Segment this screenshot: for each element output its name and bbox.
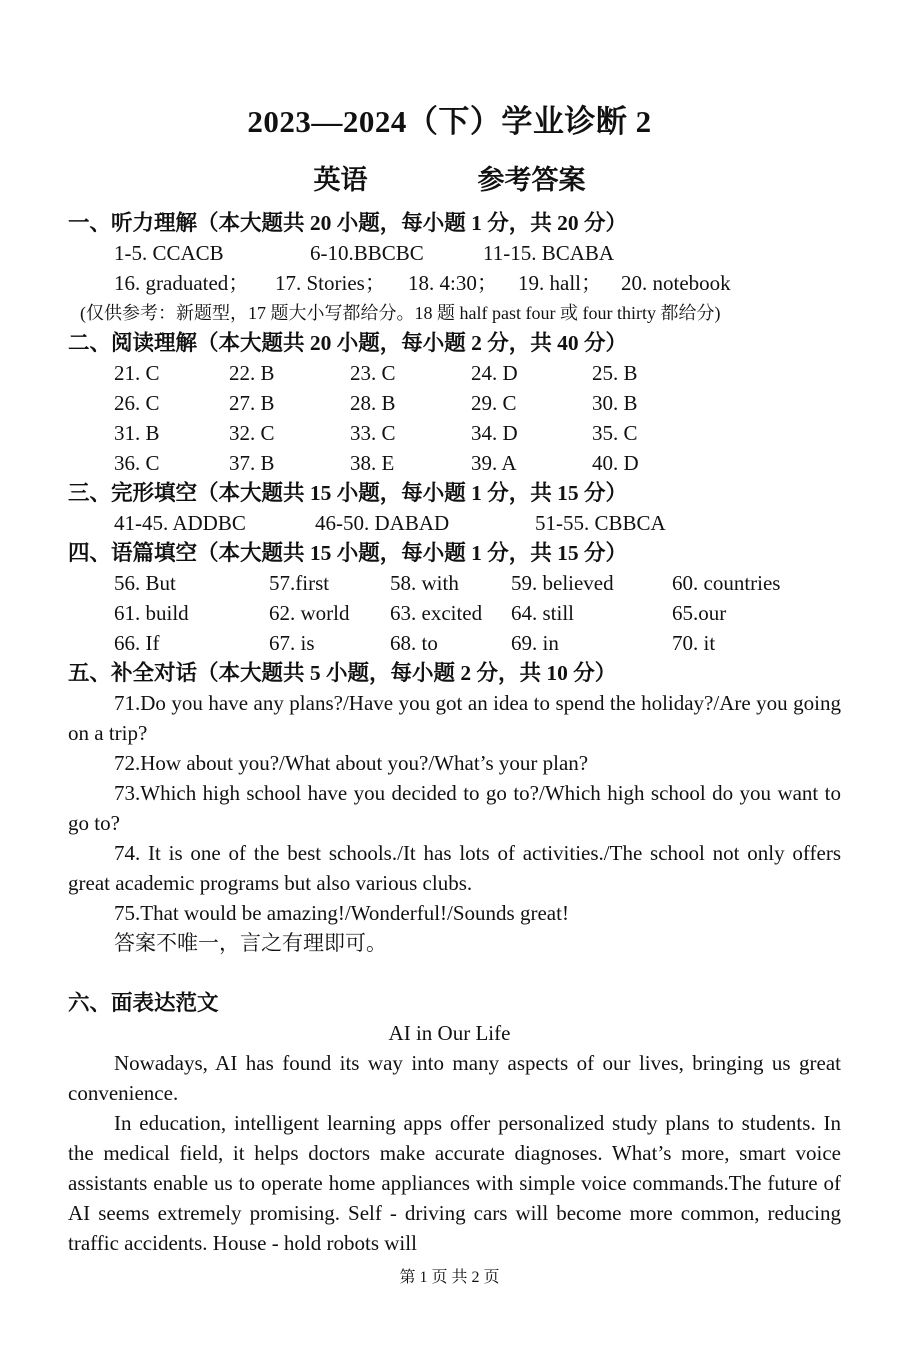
answer-cell: 1-5. CCACB <box>114 241 224 265</box>
answer-cell: 68. to <box>390 631 438 655</box>
answer-cell: 36. C <box>114 451 160 475</box>
answer-cell: 30. B <box>592 391 638 415</box>
answer-cell: 41-45. ADDBC <box>114 511 246 535</box>
section-6-heading: 六、面表达范文 <box>68 991 219 1015</box>
answer-cell: 38. E <box>350 451 395 475</box>
answer-cell: 24. D <box>471 361 518 385</box>
essay-title: AI in Our Life <box>388 1021 511 1045</box>
answer-cell: 69. in <box>511 631 559 655</box>
answer-cell: 51-55. CBBCA <box>535 511 666 535</box>
answer-cell: 35. C <box>592 421 638 445</box>
answer-cell: 22. B <box>229 361 275 385</box>
answer-73: 73.Which high school have you decided to go to?/Which high school do you want to go to? <box>68 781 841 835</box>
answer-cell: 16. graduated； <box>114 271 250 295</box>
answer-cell: 19. hall； <box>518 271 602 295</box>
answer-cell: 20. notebook <box>621 271 731 295</box>
answer-75: 75.That would be amazing!/Wonderful!/Sounds great! <box>114 901 569 925</box>
answer-cell: 6-10.BBCBC <box>310 241 424 265</box>
answer-cell: 37. B <box>229 451 275 475</box>
answer-cell: 70. it <box>672 631 716 655</box>
answer-cell: 63. excited <box>390 601 483 625</box>
answer-cell: 59. believed <box>511 571 614 595</box>
answer-74: 74. It is one of the best schools./It has lots of activities./The school not only offers great academic programs but also various clubs. <box>68 841 841 895</box>
scoring-note: (仅供参考：新题型，17 题大小写都给分。18 题 half past four 或 four thirty 都给分) <box>80 303 721 323</box>
section-4-heading: 四、语篇填空（本大题共 15 小题，每小题 1 分，共 15 分） <box>68 541 628 565</box>
answer-cell: 65.our <box>672 601 727 625</box>
answer-cell: 25. B <box>592 361 638 385</box>
doc-type-label: 参考答案 <box>477 165 586 195</box>
answer-cell: 56. But <box>114 571 176 595</box>
document-subtitle <box>0 158 899 197</box>
document-title: 2023—2024（下）学业诊断 2 <box>247 104 652 139</box>
answer-cell: 67. is <box>269 631 315 655</box>
answer-cell: 34. D <box>471 421 518 445</box>
subject-label: 英语 <box>313 165 368 195</box>
answer-cell: 64. still <box>511 601 575 625</box>
answer-cell: 28. B <box>350 391 396 415</box>
answer-cell: 40. D <box>592 451 639 475</box>
page-footer: 第 1 页 共 2 页 <box>399 1269 500 1286</box>
answer-cell: 32. C <box>229 421 275 445</box>
answer-remark: 答案不唯一，言之有理即可。 <box>114 931 387 955</box>
answer-cell: 39. A <box>471 451 517 475</box>
answer-71: 71.Do you have any plans?/Have you got an idea to spend the holiday?/Are you going on a trip? <box>68 691 841 745</box>
answer-cell: 18. 4:30； <box>408 271 498 295</box>
answer-cell: 29. C <box>471 391 517 415</box>
answer-cell: 62. world <box>269 601 350 625</box>
answer-cell: 61. build <box>114 601 189 625</box>
answer-cell: 26. C <box>114 391 160 415</box>
answer-72: 72.How about you?/What about you?/What’s your plan? <box>114 751 589 775</box>
answer-cell: 33. C <box>350 421 396 445</box>
section-1-heading: 一、听力理解（本大题共 20 小题，每小题 1 分，共 20 分） <box>68 211 628 235</box>
answer-cell: 23. C <box>350 361 396 385</box>
section-5-heading: 五、补全对话（本大题共 5 小题，每小题 2 分，共 10 分） <box>68 661 617 685</box>
answer-cell: 57.first <box>269 571 330 595</box>
answer-cell: 27. B <box>229 391 275 415</box>
answer-cell: 17. Stories； <box>275 271 386 295</box>
answer-cell: 60. countries <box>672 571 781 595</box>
essay-paragraph-2: In education, intelligent learning apps offer personalized study plans to students. In the medical field, it helps doctors make accurate diagnoses. What’s more, smart voice assistants enable us to operate home appliances with simple voice commands.The future of AI seems extremely promising. Self - driving cars will become more common, reducing traffic accidents. House - hold robots will <box>68 1111 841 1255</box>
answer-cell: 66. If <box>114 631 160 655</box>
section-3-heading: 三、完形填空（本大题共 15 小题，每小题 1 分，共 15 分） <box>68 481 628 505</box>
section-2-heading: 二、阅读理解（本大题共 20 小题，每小题 2 分，共 40 分） <box>68 331 628 355</box>
answer-cell: 58. with <box>390 571 459 595</box>
answer-cell: 31. B <box>114 421 160 445</box>
essay-paragraph-1: Nowadays, AI has found its way into many aspects of our lives, bringing us great convenience. <box>68 1051 841 1105</box>
answer-cell: 46-50. DABAD <box>315 511 450 535</box>
answer-cell: 11-15. BCABA <box>483 241 615 265</box>
answer-cell: 21. C <box>114 361 160 385</box>
